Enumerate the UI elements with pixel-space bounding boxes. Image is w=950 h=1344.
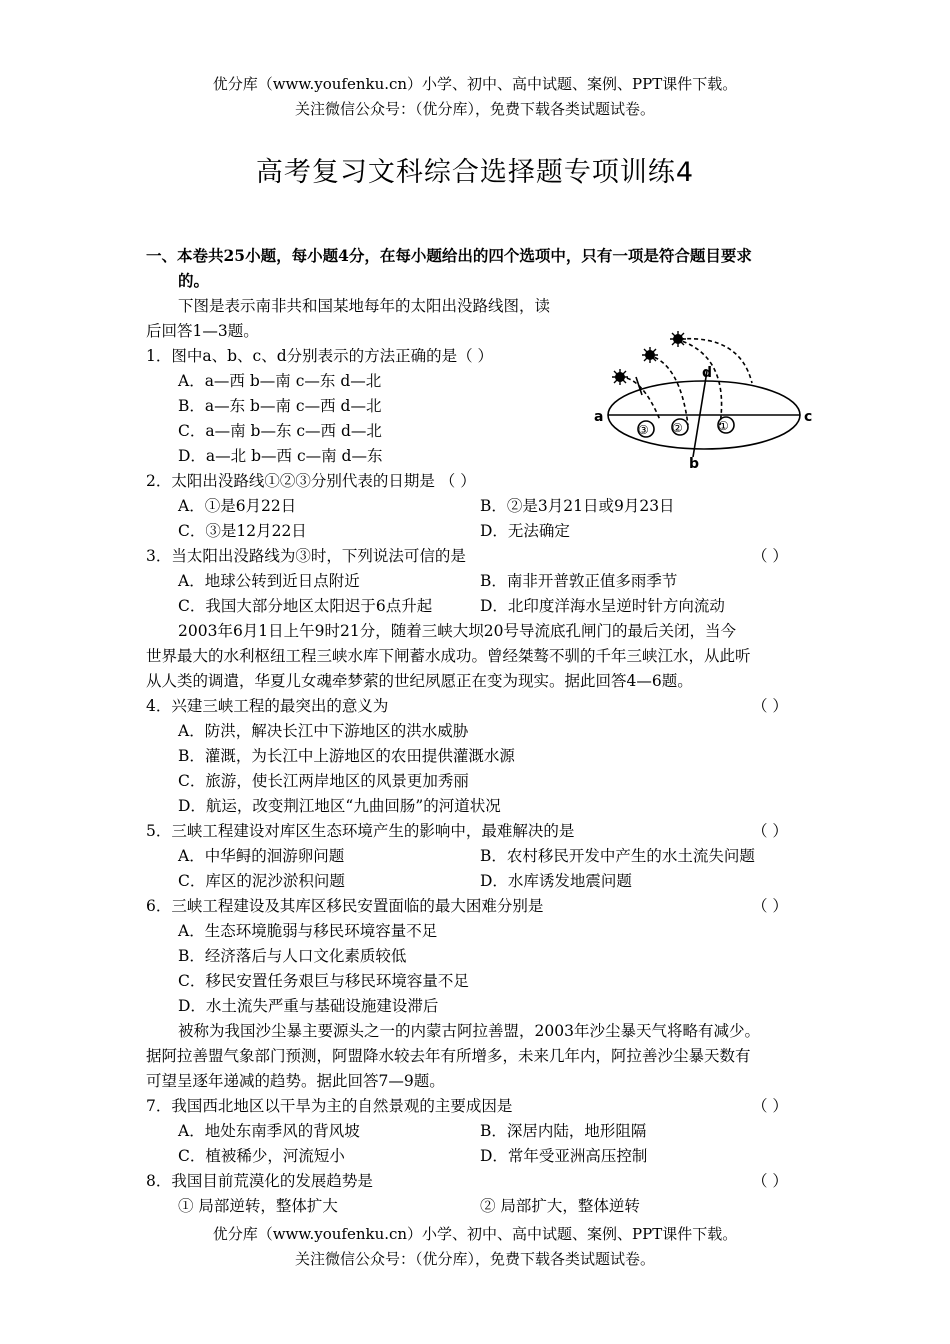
q5-option-d: D．水库诱发地震问题 bbox=[480, 872, 632, 890]
q5-option-b: B．农村移民开发中产生的水土流失问题 bbox=[480, 847, 755, 865]
q6-option-a: A．生态环境脆弱与移民环境容量不足 bbox=[178, 922, 438, 940]
footer-line-1: 优分库（www.youfenku.cn）小学、初中、高中试题、案例、PPT课件下载。 bbox=[212, 1225, 738, 1243]
q3-option-b: B．南非开普敦正值多雨季节 bbox=[480, 572, 678, 590]
intro2-line3: 从人类的调遣，华夏儿女魂牵梦萦的世纪夙愿正在变为现实。据此回答4—6题。 bbox=[146, 672, 693, 690]
intro1-line2: 后回答1—3题。 bbox=[146, 322, 259, 340]
q4-option-b: B．灌溉，为长江中上游地区的农田提供灌溉水源 bbox=[178, 747, 515, 765]
q2-option-c: C．③是12月22日 bbox=[178, 522, 307, 540]
q6-stem: 6．三峡工程建设及其库区移民安置面临的最大困难分别是 bbox=[146, 897, 544, 915]
q5-option-a: A．中华鲟的洄游卵问题 bbox=[178, 847, 345, 865]
q8-stem: 8．我国目前荒漠化的发展趋势是 bbox=[146, 1172, 373, 1190]
sun-icon-2 bbox=[642, 347, 658, 363]
footer-line-2: 关注微信公众号：（优分库），免费下载各类试题试卷。 bbox=[294, 1250, 655, 1268]
intro2-line1: 2003年6月1日上午9时21分，随着三峡大坝20号导流底孔闸门的最后关闭，当今 bbox=[178, 622, 736, 640]
fig-label-d: d bbox=[702, 365, 713, 381]
q3-answer-blank: （ ） bbox=[752, 547, 788, 565]
q6-option-c: C．移民安置任务艰巨与移民环境容量不足 bbox=[178, 972, 469, 990]
q2-stem: 2．太阳出没路线①②③分别代表的日期是 （ ） bbox=[146, 472, 476, 490]
fig-label-1: ① bbox=[718, 419, 729, 433]
section-instruction: 一、本卷共25小题，每小题4分，在每小题给出的四个选项中，只有一项是符合题目要求 bbox=[146, 246, 752, 265]
fig-label-c: c bbox=[804, 409, 813, 425]
page-title: 高考复习文科综合选择题专项训练4 bbox=[255, 157, 695, 188]
q4-stem: 4．兴建三峡工程的最突出的意义为 bbox=[146, 697, 389, 715]
intro3-line3: 可望呈逐年递减的趋势。据此回答7—9题。 bbox=[146, 1072, 445, 1090]
q1-option-a: A．a—西 b—南 c—东 d—北 bbox=[178, 372, 382, 390]
fig-label-3: ③ bbox=[638, 423, 649, 437]
q8-option-2: ② 局部扩大，整体逆转 bbox=[480, 1197, 640, 1215]
q6-answer-blank: （ ） bbox=[752, 897, 788, 915]
q3-option-d: D．北印度洋海水呈逆时针方向流动 bbox=[480, 597, 725, 615]
q7-option-d: D．常年受亚洲高压控制 bbox=[480, 1147, 648, 1165]
q1-option-b: B．a—东 b—南 c—西 d—北 bbox=[178, 397, 382, 415]
sun-path-diagram bbox=[590, 325, 820, 470]
q8-answer-blank: （ ） bbox=[752, 1172, 788, 1190]
q5-stem: 5．三峡工程建设对库区生态环境产生的影响中，最难解决的是 bbox=[146, 822, 575, 840]
north-south-line bbox=[693, 371, 707, 457]
fig-label-2: ② bbox=[672, 421, 683, 435]
q7-option-c: C．植被稀少，河流短小 bbox=[178, 1147, 345, 1165]
header-line-2: 关注微信公众号：（优分库），免费下载各类试题试卷。 bbox=[294, 100, 655, 118]
fig-label-a: a bbox=[594, 409, 604, 425]
q2-option-d: D．无法确定 bbox=[480, 522, 570, 540]
q7-stem: 7．我国西北地区以干旱为主的自然景观的主要成因是 bbox=[146, 1097, 513, 1115]
intro1-line1: 下图是表示南非共和国某地每年的太阳出没路线图，读 bbox=[178, 297, 551, 315]
intro3-line1: 被称为我国沙尘暴主要源头之一的内蒙古阿拉善盟，2003年沙尘暴天气将略有减少。 bbox=[178, 1022, 760, 1040]
q4-answer-blank: （ ） bbox=[752, 697, 788, 715]
q6-option-b: B．经济落后与人口文化素质较低 bbox=[178, 947, 407, 965]
q4-option-c: C．旅游，使长江两岸地区的风景更加秀丽 bbox=[178, 772, 469, 790]
q8-option-1: ① 局部逆转，整体扩大 bbox=[178, 1197, 338, 1215]
q3-stem: 3．当太阳出没路线为③时，下列说法可信的是 bbox=[146, 547, 466, 565]
q5-option-c: C．库区的泥沙淤积问题 bbox=[178, 872, 345, 890]
intro3-line2: 据阿拉善盟气象部门预测，阿盟降水较去年有所增多，未来几年内，阿拉善沙尘暴天数有 bbox=[146, 1047, 751, 1065]
q3-option-c: C．我国大部分地区太阳迟于6点升起 bbox=[178, 597, 433, 615]
section-instruction-cont: 的。 bbox=[178, 271, 210, 290]
q2-option-b: B．②是3月21日或9月23日 bbox=[480, 497, 675, 515]
q3-option-a: A．地球公转到近日点附近 bbox=[178, 572, 360, 590]
q5-answer-blank: （ ） bbox=[752, 822, 788, 840]
q7-answer-blank: （ ） bbox=[752, 1097, 788, 1115]
q4-option-d: D．航运，改变荆江地区“九曲回肠”的河道状况 bbox=[178, 797, 501, 815]
header-line-1: 优分库（www.youfenku.cn）小学、初中、高中试题、案例、PPT课件下载。 bbox=[212, 75, 738, 93]
fig-label-b: b bbox=[689, 456, 700, 470]
sun-icon-1 bbox=[670, 331, 686, 347]
sun-icon-3 bbox=[612, 369, 628, 385]
q7-option-b: B．深居内陆，地形阻隔 bbox=[480, 1122, 647, 1140]
q1-option-c: C．a—南 b—东 c—西 d—北 bbox=[178, 422, 382, 440]
sun-path-3 bbox=[620, 377, 660, 420]
q1-option-d: D．a—北 b—西 c—南 d—东 bbox=[178, 447, 383, 465]
intro2-line2: 世界最大的水利枢纽工程三峡水库下闸蓄水成功。曾经桀骜不驯的千年三峡江水，从此听 bbox=[146, 647, 751, 665]
q7-option-a: A．地处东南季风的背风坡 bbox=[178, 1122, 360, 1140]
q2-option-a: A．①是6月22日 bbox=[178, 497, 297, 515]
q4-option-a: A．防洪，解决长江中下游地区的洪水威胁 bbox=[178, 722, 469, 740]
q6-option-d: D．水土流失严重与基础设施建设滞后 bbox=[178, 997, 439, 1015]
q1-stem: 1．图中a、b、c、d分别表示的方法正确的是（ ） bbox=[146, 347, 494, 365]
